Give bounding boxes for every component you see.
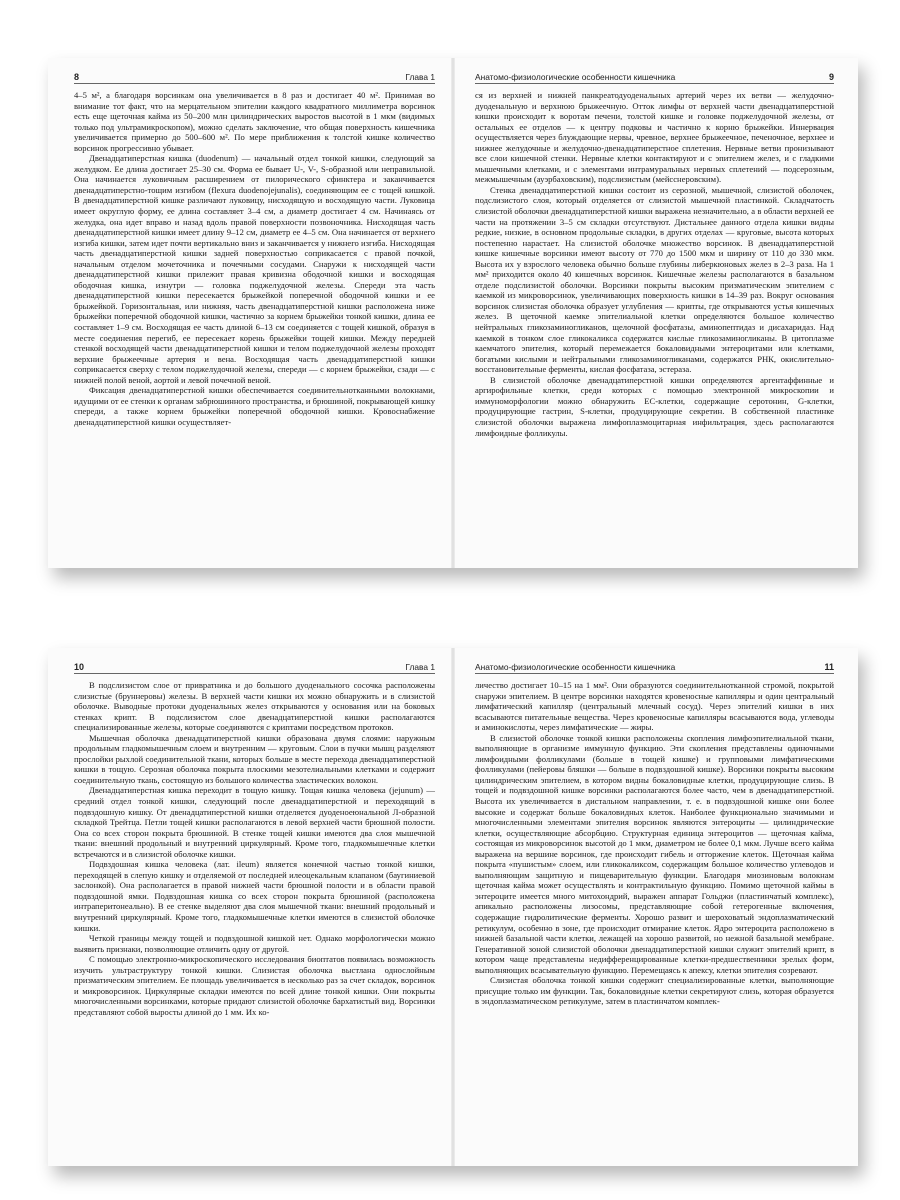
paragraph: Двенадцатиперстная кишка переходит в тощую кишку. Тощая кишка человека (jejunum) — средний отдел тонкой кишки, следующий после двенадцатиперстной и переходящий в подвздошную кишку. От двенадцатиперстной кишки отделяется дуоденоеюнальной Л-образной складкой Трейтца. Петли тощей кишки располагаются в левой верхней части брюшной полости. Она со всех сторон покрыта брюшиной. В стенке тощей кишки имеются два слоя мышечной ткани: внешний продольный и внутренний циркулярный. Кроме того, гладкомышечные клетки встречаются и в слизистой оболочке кишки. bbox=[74, 785, 435, 859]
paragraph: Слизистая оболочка тонкой кишки содержит специализированные клетки, выполняющие присущие только им функции. Так, бокаловидные клетки секретируют слизь, которая образуется в эндоплазматическом ретикулуме, затем в пластинчатом комплек- bbox=[475, 975, 834, 1007]
running-head bbox=[475, 68, 834, 84]
page-number: 9 bbox=[828, 72, 834, 82]
paragraph: С помощью электронно-микроскопического исследования биоптатов появилась возможность изучить ультраструктуру тонкой кишки. Слизистая оболочка выстлана однослойным призматическим эпителием. Ее площадь увеличивается в несколько раз за счет складок, ворсинок и микроворсинок. Циркулярные складки имеются по всей длине тонкой кишки. Они покрыты многочисленными ворсинками, которые придают слизистой оболочке бархатистый вид. Ворсинки представляют собой выросты длиной до 1 мм. Их ко- bbox=[74, 954, 435, 1017]
running-head bbox=[74, 658, 435, 674]
chapter-title: Анатомо-физиологические особенности кишечника bbox=[475, 662, 676, 672]
paragraph: В подслизистом слое от привратника и до большого дуоденального сосочка расположены слизистые (бруннеровы) железы. В верхней части кишки их можно обнаружить и в слизистой оболочке. Выводные протоки дуоденальных желез открываются у основания или на боковых стенках крипт. В подслизистом слое двенадцатиперстной кишки располагаются специализированные железы, которые соединяются с криптами посредством протоков. bbox=[74, 680, 435, 733]
paragraph: Двенадцатиперстная кишка (duodenum) — начальный отдел тонкой кишки, следующий за желудком. Ее длина достигает 25–30 см. Форма ее бывает U-, V-, S-образной или неправильной. Она начинается луковичным расширением от пилорического сфинктера и заканчивается двенадцатиперстно-тощим изгибом (flexura duodenojejunalis), соединяющим ее с тощей кишкой. В двенадцатиперстной кишке различают луковицу, нисходящую и восходящую части. Луковица имеет округлую форму, ее длина составляет 3–4 см, а диаметр достигает 4 см. Начинаясь от желудка, она идет вправо и назад вдоль правой поверхности позвоночника. Нисходящая часть двенадцатиперстной кишки имеет длину 9–12 см, диаметр ее 4–5 см. Она начинается от верхнего изгиба кишки, затем идет почти вертикально вниз и заканчивается у нижнего изгиба. Нисходящая часть двенадцатиперстной кишки задней поверхностью соприкасается с правой почкой, начальным отделом мочеточника и почечными сосудами. Снаружи к нисходящей части двенадцатиперстной кишки прилежит правая кривизна ободочной кишки и восходящая ободочная кишка, изнутри — головка поджелудочной железы. Спереди эта часть двенадцатиперстной кишки пересекается брыжейкой поперечной ободочной кишки и ее брыжейкой. Горизонтальная, или нижняя, часть двенадцатиперстной кишки расположена ниже брыжейки поперечной ободочной кишки, частично за корнем брыжейки тонкой кишки, длина ее составляет 1–9 см. Восходящая ее часть длиной 6–13 см соединяется с тощей кишкой, образуя в месте соединения перегиб, ее пересекает корень брыжейки тощей кишки. Между передней стенкой восходящей части двенадцатиперстной кишки и телом поджелудочной железы проходят верхние брыжеечные артерия и вена. Восходящая часть двенадцатиперстной кишки соприкасается сверху с телом поджелудочной железы, спереди — с корнем брыжейки, сзади — с нижней полой веной, аортой и левой почечной веной. bbox=[74, 153, 435, 385]
paragraph: личество достигает 10–15 на 1 мм². Они образуются соединительнотканной стромой, покрытой снаружи эпителием. В центре ворсинки находятся кровеносные капилляры и один центральный лимфатический капилляр (центральный млечный сосуд). Через эпителий кишки в них всасываются питательные вещества. Через кровеносные капилляры всасываются вода, углеводы и аминокислоты, через лимфатические — жиры. bbox=[475, 680, 834, 733]
book-spread-top bbox=[48, 58, 858, 568]
chapter-title: Глава 1 bbox=[405, 72, 435, 82]
page-9 bbox=[453, 58, 858, 568]
running-head bbox=[475, 658, 834, 674]
page-text bbox=[475, 90, 834, 438]
running-head bbox=[74, 68, 435, 84]
page-11 bbox=[453, 648, 858, 1166]
paragraph: В слизистой оболочке двенадцатиперстной кишки определяются аргентаффинные и аргирофильные клетки, среди которых с помощью электронной микроскопии и иммуноморфологии можно обнаружить ЕС-клетки, содержащие серотонин, G-клетки, продуцирующие гастрин, S-клетки, продуцирующие секретин. В собственной пластинке слизистой оболочки выражена лимфоплазмоцитарная инфильтрация, здесь располагаются лимфоидные фолликулы. bbox=[475, 374, 834, 438]
chapter-title: Анатомо-физиологические особенности кишечника bbox=[475, 72, 676, 82]
paragraph: Фиксация двенадцатиперстной кишки обеспечивается соединительнотканными волокнами, идущими от ее стенки к органам забрюшинного пространства, и брюшиной, покрывающей кишку спереди, а также корнем брыжейки поперечной ободочной кишки. Кровоснабжение двенадцатиперстной кишки осуществляет- bbox=[74, 385, 435, 427]
page-text bbox=[74, 90, 435, 428]
paragraph: Мышечная оболочка двенадцатиперстной кишки образована двумя слоями: наружным продольным гладкомышечным слоем и внутренним — круговым. Слои в пучки мышц разделяют прослойки рыхлой соединительной ткани, которых больше в месте перехода двенадцатиперстной кишки в тощую. Серозная оболочка покрыта плоскими мезотелиальными клетками и содержит соединительную ткань, состоящую из большого количества эластических волокон. bbox=[74, 732, 435, 785]
paragraph: Подвздошная кишка человека (лат. ileum) является конечной частью тонкой кишки, переходящей в слепую кишку и отделяемой от последней илеоцекальным клапаном (баугиниевой заслонкой). Она располагается в правой нижней части брюшной полости и в области правой подвздошной ямки. Подвздошная кишка со всех сторон покрыта брюшиной (расположена интраперитонеально). В ее стенке выделяют два слоя мышечной ткани: внешний продольный и внутренний циркулярный. Кроме того, гладкомышечные клетки имеются в слизистой оболочке кишки. bbox=[74, 859, 435, 933]
paragraph: 4–5 м², а благодаря ворсинкам она увеличивается в 8 раз и достигает 40 м². Принимая во внимание тот факт, что на мерцательном эпителии каждого квадратного миллиметра ворсинок есть еще щеточная кайма из 50–200 млн цилиндрических выростов высотой в 1 мкм (видимых только под ультрамикроскопом), можно сделать заключение, что общая поверхность кишечника увеличивается примерно до 500–600 м². По мере приближения к толстой кишке количество ворсинок прогрессивно убывает. bbox=[74, 90, 435, 153]
paragraph: ся из верхней и нижней панкреатодуоденальных артерий через их ветви — желудочно-дуоденальную и верхнюю брыжеечную. Отток лимфы от верхней части двенадцатиперстной кишки происходит к воротам печени, толстой кишке и головке поджелудочной железы, от остальных ее отделов — к центру подковы и частично к корню брыжейки. Иннервация осуществляется через блуждающие нервы, чревное, верхнее брыжеечное, печеночное, верхнее и нижнее желудочные и желудочно-двенадцатиперстное сплетения. Нервные ветви пронизывают все слои кишечной стенки. Нервные клетки контактируют и с эпителием желез, и с гладкими мышечными клетками, и с элементами интрамуральных нервных сплетений — подсерозным, межмышечным (ауэрбаховским), подслизистым (мейсснеровским). bbox=[475, 90, 834, 185]
paragraph: Стенка двенадцатиперстной кишки состоит из серозной, мышечной, слизистой оболочек, подслизистого слоя, который отделяется от слизистой мышечной пластинкой. Складчатость слизистой оболочки двенадцатиперстной кишки выражена незначительно, а в области верхней ее части на протяжении 3–5 см складки отсутствуют. Дистальнее данного отдела кишки видны редкие, низкие, в основном продольные складки, в других отделах — круговые, высота которых постепенно нарастает. На слизистой оболочке множество ворсинок. В двенадцатиперстной кишке кишечные ворсинки имеют высоту от 770 до 1500 мкм и ширину от 110 до 330 мкм. Высота их у взрослого человека обычно больше глубины либеркюновых желез в 2–3 раза. На 1 мм² приходится около 40 кишечных ворсинок. Кишечные железы располагаются в базальном отделе подслизистой оболочки. Ворсинки покрыты высоким призматическим эпителием с каемкой из микроворсинок, увеличивающих поверхность кишки в 14–39 раз. Вокруг основания ворсинок слизистая оболочка образует углубления — крипты, где открываются устья кишечных желез. В щеточной каемке эпителиальной клетки определяются большое количество нейтральных гликозаминогликанов, щелочной фосфатазы, аминопептидаз и дисахаридаз. Над каемкой в тонком слое гликокаликса содержатся кислые гликозаминогликаны. В цитоплазме каемчатого эпителия, который перемежается бокаловидными энтероцитами или клетками, богатыми кислыми и нейтральными гликозаминогликанами, содержатся РНК, окислительно-восстановительные ферменты, кислая фосфатаза, эстераза. bbox=[475, 184, 834, 375]
page-text bbox=[74, 680, 435, 1018]
page-8 bbox=[48, 58, 453, 568]
paragraph: Четкой границы между тощей и подвздошной кишкой нет. Однако морфологически можно выявить признаки, позволяющие отличить одну от другой. bbox=[74, 933, 435, 954]
chapter-title: Глава 1 bbox=[405, 662, 435, 672]
page-number: 10 bbox=[74, 662, 85, 672]
page-number: 11 bbox=[824, 662, 834, 672]
book-spread-bottom bbox=[48, 648, 858, 1166]
page-text bbox=[475, 680, 834, 1007]
page-10 bbox=[48, 648, 453, 1166]
paragraph: В слизистой оболочке тонкой кишки расположены скопления лимфоэпителиальной ткани, выполняющие в организме иммунную функцию. Эти скопления представлены одиночными лимфоидными фолликулами (больше в тощей кишке) и групповыми лимфатическими фолликулами (пейеровы бляшки — больше в подвздошной кишке). Ворсинки покрыты высоким цилиндрическим эпителием, в котором видны бокаловидные клетки, продуцирующие слизь. В тощей и подвздошной кишке ворсинки располагаются более часто, чем в двенадцатиперстной. Высота их увеличивается в дистальном направлении, т. е. в подвздошной кишке они более высокие и содержат больше бокаловидных клеток. Наиболее функционально значимыми и многочисленными элементами эпителия ворсинок являются энтероциты — цилиндрические клетки, осуществляющие абсорбцию. Структурная единица энтероцитов — щеточная кайма, состоящая из микроворсинок высотой до 1 мкм, диаметром не более 0,1 мкм. Лучше всего кайма выражена на вершине ворсинок, где происходит гибель и отторжение клеток. Щеточная кайма покрыта «пушистым» слоем, или гликокаликсом, содержащим большое количество углеводов и выполняющим защитную и пищеварительную функции. Благодаря миозиновым волокнам щеточная кайма может осуществлять и контрактильную функцию. Помимо щеточной каймы в энтероците имеется много митохондрий, выражен аппарат Гольджи (пластинчатый комплекс), апикально расположены лизосомы, представляющие собой гетерогенные включения, содержащие гидролитические ферменты. Хорошо развит и шероховатый эндоплазматический ретикулум, особенно в зоне, где происходит отмирание клеток. Ядро энтероцита расположено в нижней базальной части клетки, лежащей на хорошо развитой, но нежной базальной мембране. Генеративной зоной слизистой оболочки двенадцатиперстной кишки служит эпителий крипт, в котором чаще представлены недифференцированные клетки-предшественники зрелых форм, выполняющих всасывательную функцию. Перемещаясь к апексу, клетки эпителия созревают. bbox=[475, 732, 834, 975]
page-number: 8 bbox=[74, 72, 80, 82]
